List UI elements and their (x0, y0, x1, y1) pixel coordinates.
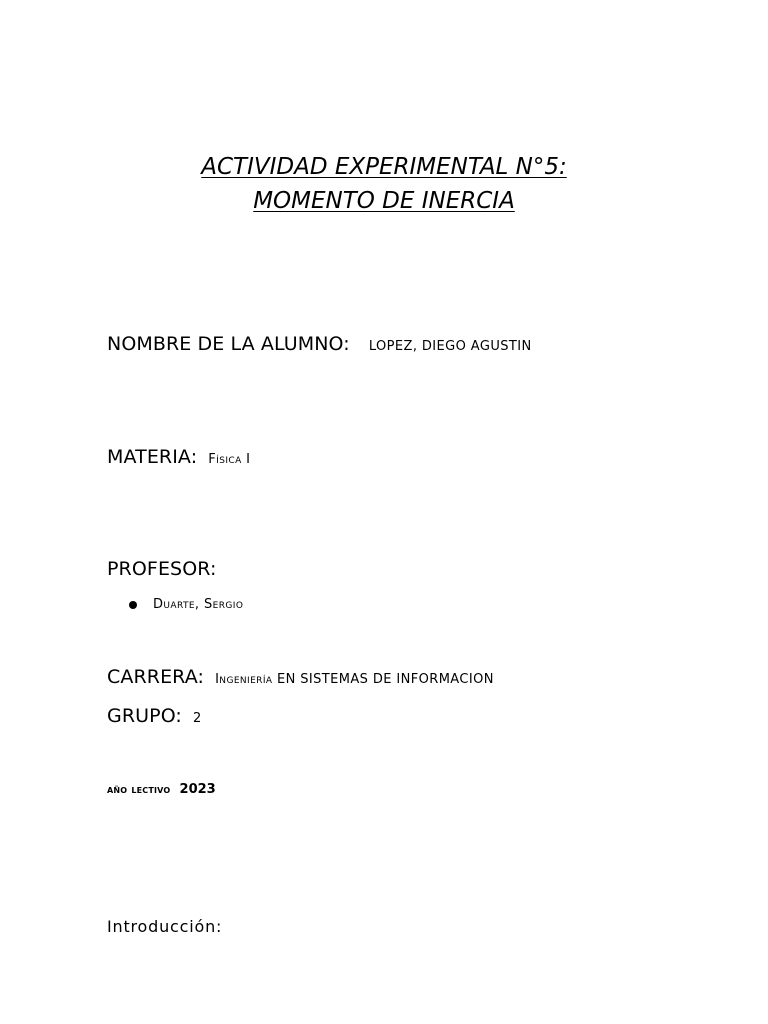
group-label: GRUPO: (107, 705, 182, 727)
subject-field (107, 443, 250, 474)
group-field (107, 702, 202, 733)
student-name-value: LOPEZ, DIEGO AGUSTIN (368, 339, 532, 354)
subject-label: MATERIA: (107, 446, 198, 468)
academic-year-label: año lectivo (107, 783, 171, 796)
career-field (107, 663, 494, 694)
professor-label: PROFESOR: (107, 558, 217, 580)
bullet-icon (129, 601, 137, 609)
career-value: Ingeniería EN SISTEMAS DE INFORMACION (215, 672, 494, 687)
document-title-line-2: MOMENTO DE INERCIA (253, 188, 515, 214)
group-value: 2 (193, 711, 202, 726)
subject-value: Física I (208, 452, 251, 467)
professor-name: Duarte, Sergio (153, 597, 244, 612)
document-title-line-1: ACTIVIDAD EXPERIMENTAL N°5: (201, 154, 567, 180)
student-name-field (107, 330, 532, 361)
career-label: CARRERA: (107, 666, 204, 688)
introduction-heading: Introducción: (107, 917, 223, 936)
professor-list (128, 592, 243, 618)
professor-field (107, 555, 216, 584)
list-item (128, 592, 243, 618)
academic-year (107, 777, 216, 801)
academic-year-value: 2023 (179, 782, 216, 797)
student-name-label: NOMBRE DE LA ALUMNO: (107, 333, 350, 355)
